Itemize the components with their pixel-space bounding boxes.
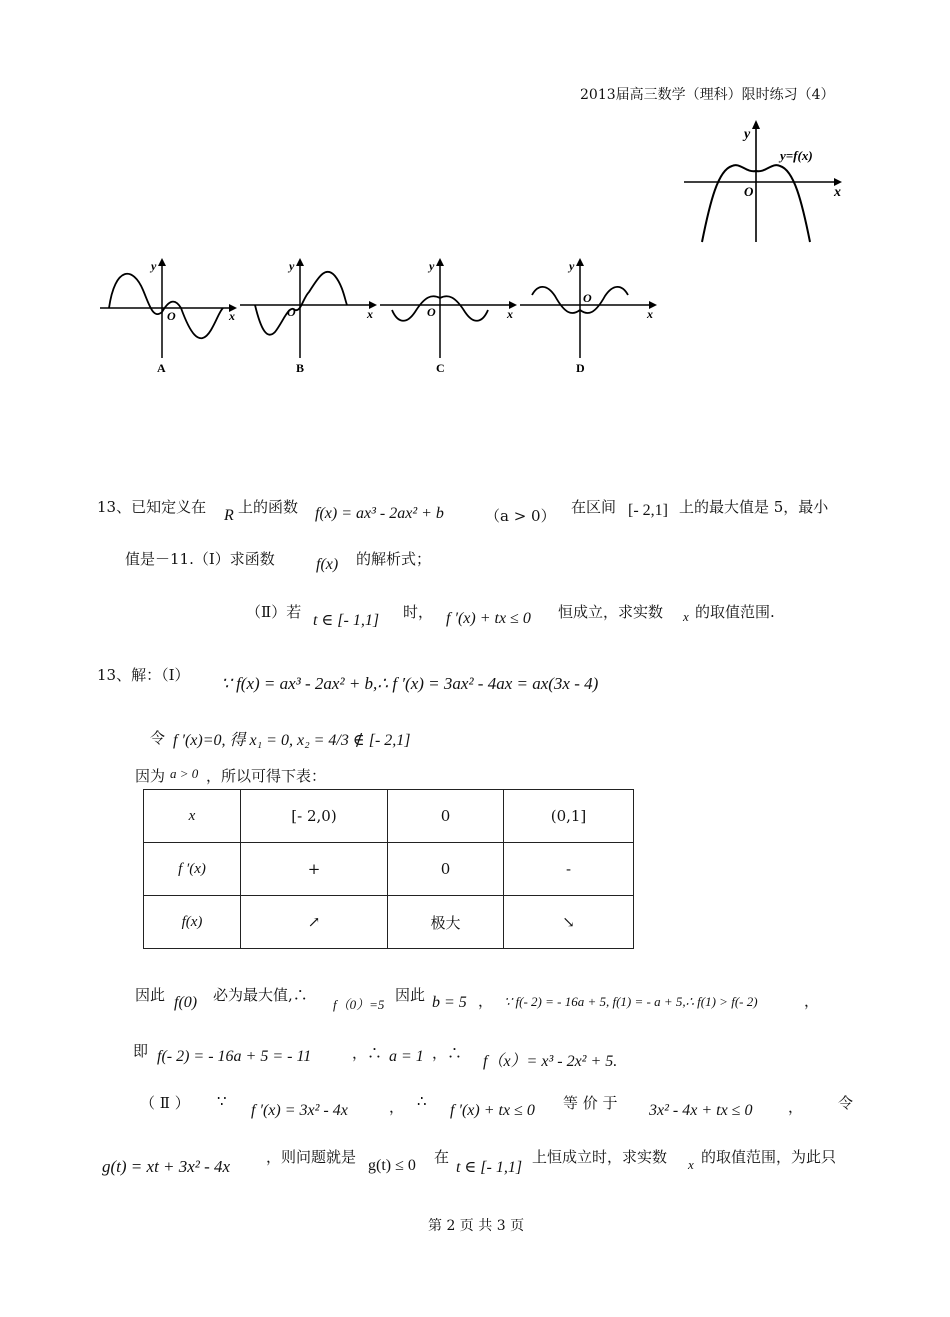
svg-text:x: x (647, 307, 653, 321)
option-d-graph (520, 258, 657, 375)
svg-text:x: x (367, 307, 373, 321)
svg-text:y: y (569, 259, 575, 273)
main-y-label: y (744, 127, 751, 142)
svg-text:y: y (429, 259, 435, 273)
svg-text:x: x (229, 309, 235, 323)
main-func-label: y=f(x) (780, 148, 813, 163)
page-footer: 第 2 页 共 3 页 (428, 1218, 525, 1234)
option-b-graph (240, 258, 377, 375)
svg-text:O: O (167, 309, 176, 323)
sign-table (143, 789, 634, 949)
option-a-label: A (157, 361, 166, 375)
main-x-label: x (834, 185, 841, 200)
option-graphs (95, 250, 665, 380)
svg-text:O: O (583, 291, 592, 305)
solution-derivative: ∵ f(x) = ax³ - 2ax² + b,∴ f ′(x) = 3ax² - 4ax = ax(3x - 4) (221, 674, 599, 693)
table-row: x [- 2,0) 0 (0,1] (144, 790, 634, 843)
svg-text:O: O (427, 305, 436, 319)
main-origin-label: O (744, 184, 754, 199)
option-b-label: B (296, 361, 305, 375)
option-c-label: C (436, 361, 445, 375)
svg-text:O: O (287, 305, 296, 319)
page-header: 2013届高三数学（理科）限时练习（4） (580, 87, 835, 103)
svg-text:y: y (289, 259, 295, 273)
problem-function: f(x) = ax³ - 2ax² + b (315, 505, 444, 522)
option-a-graph (100, 258, 237, 375)
table-row: f ′(x) + 0 - (144, 843, 634, 896)
svg-text:y: y (151, 259, 157, 273)
option-d-label: D (576, 361, 585, 375)
main-function-graph (680, 118, 850, 248)
svg-text:x: x (507, 307, 513, 321)
table-row: f(x) ↗ 极大 ↘ (144, 896, 634, 949)
option-c-graph (380, 258, 517, 375)
